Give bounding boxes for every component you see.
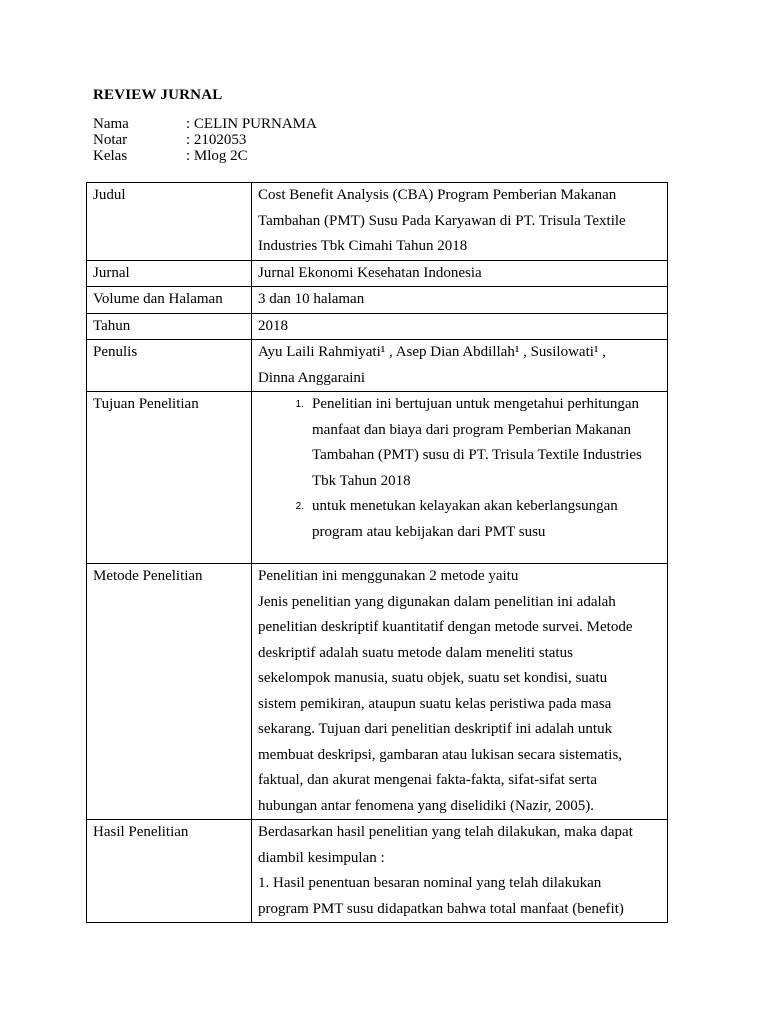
row-label: Tujuan Penelitian	[87, 392, 252, 564]
row-label: Jurnal	[87, 260, 252, 287]
text-line: Berdasarkan hasil penelitian yang telah dilakukan, maka dapat	[258, 824, 633, 840]
row-label: Judul	[87, 183, 252, 261]
text-line: Jenis penelitian yang digunakan dalam penelitian ini adalah	[258, 593, 616, 610]
text-line: Tbk Tahun 2018	[312, 472, 411, 489]
list-text	[312, 392, 661, 494]
row-value: 3 dan 10 halaman	[252, 287, 668, 314]
row-label: Metode Penelitian	[87, 564, 252, 820]
table-row-penulis	[87, 340, 668, 392]
table-row-judul	[87, 183, 668, 261]
row-label: Hasil Penelitian	[87, 820, 252, 923]
text-line: Tambahan (PMT) Susu Pada Karyawan di PT. Trisula Textile	[258, 212, 626, 229]
list-text	[312, 494, 661, 545]
row-value	[252, 340, 668, 392]
text-line: untuk menetukan kelayakan akan keberlangsungan	[312, 498, 618, 514]
text-line: program atau kebijakan dari PMT susu	[312, 523, 546, 540]
list-item	[258, 494, 661, 545]
text-line: Ayu Laili Rahmiyati¹ , Asep Dian Abdillah¹ , Susilowati¹ ,	[258, 344, 606, 360]
info-value: : 2102053	[186, 132, 247, 148]
info-label: Kelas	[93, 148, 128, 164]
text-line: diambil kesimpulan :	[258, 849, 385, 866]
table-row-volume	[87, 287, 668, 314]
text-line: 1. Hasil penentuan besaran nominal yang telah dilakukan	[258, 875, 602, 891]
text-line: Industries Tbk Cimahi Tahun 2018	[258, 238, 468, 254]
info-label: Nama	[93, 116, 129, 132]
table-row-hasil	[87, 820, 668, 923]
table-row-metode	[87, 564, 668, 820]
text-line: hubungan antar fenomena yang diselidiki (Nazir, 2005).	[258, 797, 594, 814]
list-number: 2.	[295, 501, 304, 512]
objectives-list	[258, 392, 661, 545]
row-value	[252, 820, 668, 923]
row-value: Jurnal Ekonomi Kesehatan Indonesia	[252, 260, 668, 287]
info-row-nama	[93, 116, 317, 132]
list-item	[258, 392, 661, 494]
text-line: Cost Benefit Analysis (CBA) Program Pemberian Makanan	[258, 187, 617, 203]
row-label: Tahun	[87, 313, 252, 340]
row-label: Penulis	[87, 340, 252, 392]
document-title: REVIEW JURNAL	[93, 87, 223, 103]
row-value	[252, 392, 668, 564]
text-line: deskriptif adalah suatu metode dalam meneliti status	[258, 644, 573, 661]
info-value: : CELIN PURNAMA	[186, 116, 317, 132]
text-line: Dinna Anggaraini	[258, 369, 366, 386]
row-value	[252, 564, 668, 820]
row-value: 2018	[252, 313, 668, 340]
student-info	[93, 116, 317, 164]
text-line: sistem pemikiran, ataupun suatu kelas peristiwa pada masa	[258, 695, 612, 712]
text-line: Penelitian ini bertujuan untuk mengetahui perhitungan	[312, 396, 640, 412]
text-line: penelitian deskriptif kuantitatif dengan metode survei. Metode	[258, 619, 633, 635]
info-row-notar	[93, 132, 317, 148]
cell-spacer	[258, 545, 661, 563]
text-line: faktual, dan akurat mengenai fakta-fakta, sifat-sifat serta	[258, 772, 598, 788]
row-value	[252, 183, 668, 261]
table-row-tujuan	[87, 392, 668, 564]
text-line: membuat deskripsi, gambaran atau lukisan secara sistematis,	[258, 746, 623, 763]
text-line: Penelitian ini menggunakan 2 metode yaitu	[258, 568, 519, 584]
review-table	[86, 182, 668, 923]
info-row-kelas	[93, 148, 317, 164]
table-row-jurnal	[87, 260, 668, 287]
info-value: : Mlog 2C	[186, 148, 248, 164]
list-number: 1.	[295, 399, 304, 410]
text-line: program PMT susu didapatkan bahwa total manfaat (benefit)	[258, 900, 624, 917]
text-line: manfaat dan biaya dari program Pemberian Makanan	[312, 421, 632, 438]
text-line: Tambahan (PMT) susu di PT. Trisula Textile Industries	[312, 447, 642, 463]
row-label: Volume dan Halaman	[87, 287, 252, 314]
text-line: sekarang. Tujuan dari penelitian deskriptif ini adalah untuk	[258, 721, 613, 737]
text-line: sekelompok manusia, suatu objek, suatu set kondisi, suatu	[258, 670, 608, 686]
info-label: Notar	[93, 132, 128, 148]
table-row-tahun	[87, 313, 668, 340]
